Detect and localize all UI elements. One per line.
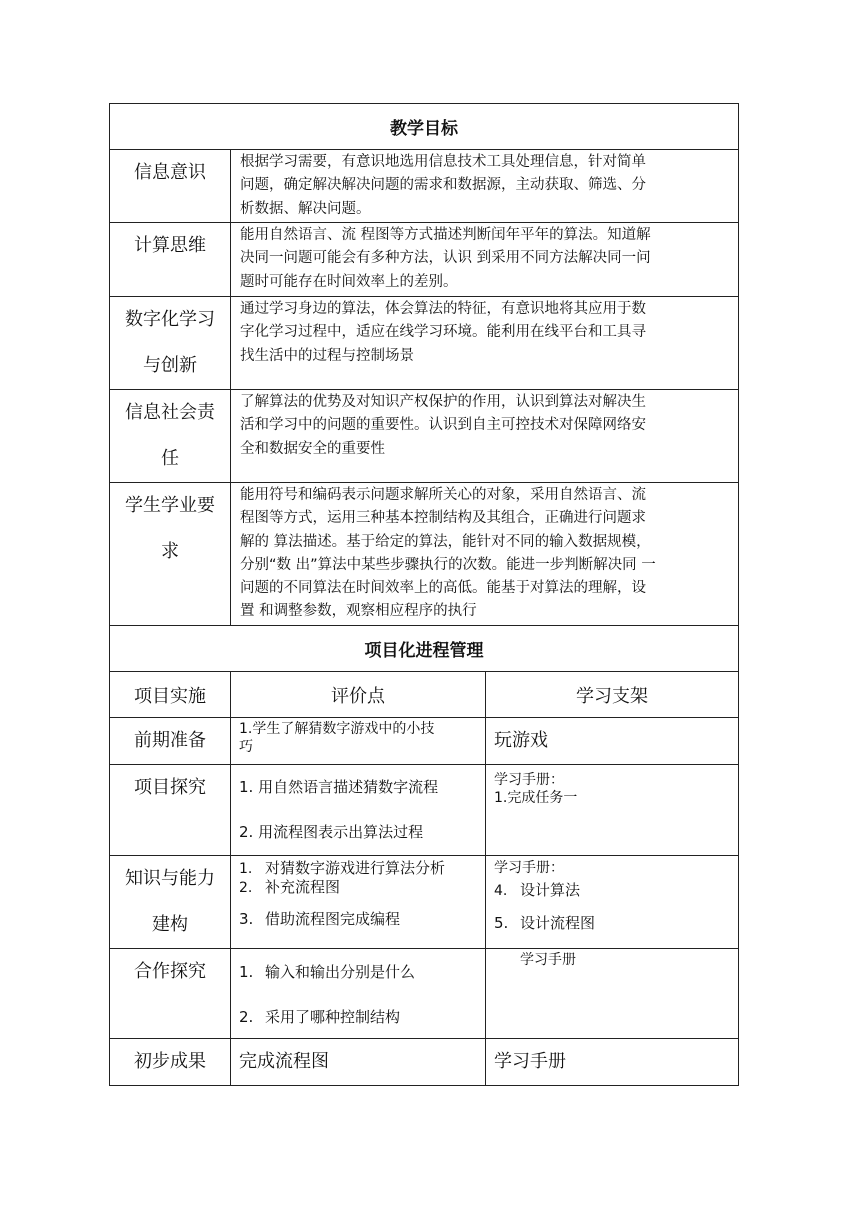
goal-description — [231, 390, 739, 483]
item-text: 对猜数字游戏进行算法分析 — [265, 859, 446, 877]
goal-text-line: 能用自然语言、流 程图等方式描述判断闰年平年的算法。知道解 — [240, 227, 651, 243]
goal-text-line: 程图等方式，运用三种基本控制结构及其组合，正确进行问题求 — [240, 510, 646, 527]
item-text: 借助流程图完成编程 — [265, 910, 401, 928]
goal-text-line: 问题，确定解决解决问题的需求和数据源，主动获取、筛选、分 — [240, 177, 646, 194]
goal-text-line: 题时可能存在时间效率上的差别。 — [240, 273, 458, 290]
goal-row — [110, 223, 739, 297]
row-label — [110, 856, 231, 949]
goal-row — [110, 390, 739, 483]
item-text: 采用了哪种控制结构 — [265, 1008, 401, 1026]
row-label: 前期准备 — [110, 718, 231, 765]
goal-description — [231, 297, 739, 390]
item-number: 1. — [239, 778, 254, 796]
goal-text-line: 根据学习需要，有意识地选用信息技术工具处理信息，针对简单 — [240, 154, 646, 170]
goal-label-line: 计算思维 — [134, 235, 206, 256]
support-cell: 玩游戏 — [486, 718, 739, 765]
goal-text-line: 置 和调整参数，观察相应程序的执行 — [240, 603, 477, 620]
goal-text-line: 析数据、解决问题。 — [240, 200, 371, 217]
row-label: 合作探究 — [110, 949, 231, 1039]
goal-label-line: 信息社会责 — [125, 402, 215, 423]
evaluation-line: 巧 — [239, 739, 253, 755]
section-title-row — [110, 626, 739, 672]
evaluation-cell — [231, 949, 486, 1039]
support-line: 1.完成任务一 — [494, 790, 578, 806]
goal-text-line: 全和数据安全的重要性 — [240, 440, 385, 457]
goal-label — [110, 223, 231, 297]
item-text: 设计算法 — [520, 881, 581, 899]
table-row — [110, 718, 739, 765]
row-label-line: 建构 — [152, 914, 188, 935]
evaluation-cell: 完成流程图 — [231, 1039, 486, 1086]
column-header: 项目实施 — [110, 672, 231, 718]
evaluation-line — [239, 961, 479, 984]
item-text: 补充流程图 — [265, 878, 341, 896]
goal-text-line: 能用符号和编码表示问题求解所关心的对象，采用自然语言、流 — [240, 487, 646, 503]
goal-label-line: 任 — [161, 448, 179, 469]
evaluation-line — [239, 776, 479, 799]
goal-row — [110, 483, 739, 626]
goal-text-line: 活和学习中的问题的重要性。认识到自主可控技术对保障网络安 — [240, 417, 646, 434]
table-row — [110, 765, 739, 856]
row-label: 项目探究 — [110, 765, 231, 856]
support-line — [494, 881, 732, 900]
goal-text-line: 决同一问题可能会有多种方法，认识 到采用不同方法解决同一问 — [240, 250, 651, 267]
support-cell: 学习手册 — [486, 949, 739, 1039]
goal-label — [110, 150, 231, 223]
goal-row — [110, 297, 739, 390]
support-line — [494, 914, 732, 933]
item-number: 5. — [494, 914, 509, 932]
goal-label-line: 学生学业要 — [125, 495, 215, 516]
header-row — [110, 672, 739, 718]
evaluation-cell — [231, 856, 486, 949]
item-number: 3. — [239, 910, 254, 928]
goal-description — [231, 223, 739, 297]
evaluation-line — [239, 821, 479, 844]
support-cell — [486, 765, 739, 856]
support-cell — [486, 856, 739, 949]
support-line: 学习手册： — [494, 860, 564, 876]
goal-label-line: 求 — [161, 541, 179, 562]
evaluation-cell — [231, 718, 486, 765]
goal-text-line: 问题的不同算法在时间效率上的高低。能基于对算法的理解，设 — [240, 580, 646, 597]
item-number: 2. — [239, 823, 254, 841]
table-row — [110, 856, 739, 949]
item-number: 1. — [239, 861, 253, 877]
item-text: 用流程图表示出算法过程 — [258, 823, 424, 841]
goal-label — [110, 297, 231, 390]
goal-text-line: 了解算法的优势及对知识产权保护的作用，认识到算法对解决生 — [240, 394, 646, 410]
goal-text-line: 找生活中的过程与控制场景 — [240, 347, 414, 364]
goal-description — [231, 483, 739, 626]
goal-text-line: 分别“数 出”算法中某些步骤执行的次数。能进一步判断解决同 一 — [240, 556, 656, 573]
goal-text-line: 解的 算法描述。基于给定的算法，能针对不同的输入数据规模， — [240, 533, 651, 550]
column-header: 评价点 — [231, 672, 486, 718]
evaluation-line — [239, 878, 479, 897]
item-text: 设计流程图 — [520, 914, 596, 932]
goal-label-line: 与创新 — [143, 355, 197, 376]
evaluation-line — [239, 910, 479, 929]
section-title-project-management: 项目化进程管理 — [110, 626, 739, 672]
section-title-row — [110, 104, 739, 150]
goal-text-line: 通过学习身边的算法，体会算法的特征，有意识地将其应用于数 — [240, 301, 646, 317]
evaluation-line — [239, 859, 479, 878]
item-number: 2. — [239, 1008, 254, 1026]
item-text: 用自然语言描述猜数字流程 — [258, 778, 439, 796]
goal-label — [110, 390, 231, 483]
support-line: 学习手册： — [494, 772, 564, 788]
goal-label-line: 数字化学习 — [125, 309, 215, 330]
goal-text-line: 字化学习过程中，适应在线学习环境。能利用在线平台和工具寻 — [240, 324, 646, 341]
section-title-teaching-goals: 教学目标 — [110, 104, 739, 150]
column-header: 学习支架 — [486, 672, 739, 718]
item-text: 输入和输出分别是什么 — [265, 963, 416, 981]
goal-description — [231, 150, 739, 223]
goal-label — [110, 483, 231, 626]
goal-label-line: 信息意识 — [134, 162, 206, 183]
support-cell: 学习手册 — [486, 1039, 739, 1086]
item-number: 4. — [494, 883, 508, 899]
evaluation-line — [239, 1006, 479, 1029]
row-label-line: 知识与能力 — [125, 868, 215, 889]
lesson-plan-table — [109, 103, 739, 1086]
table-row — [110, 949, 739, 1039]
table-row — [110, 1039, 739, 1086]
item-number: 2. — [239, 880, 253, 896]
goal-row — [110, 150, 739, 223]
evaluation-line: 1.学生了解猜数字游戏中的小技 — [239, 721, 435, 737]
evaluation-cell — [231, 765, 486, 856]
row-label: 初步成果 — [110, 1039, 231, 1086]
item-number: 1. — [239, 963, 254, 981]
